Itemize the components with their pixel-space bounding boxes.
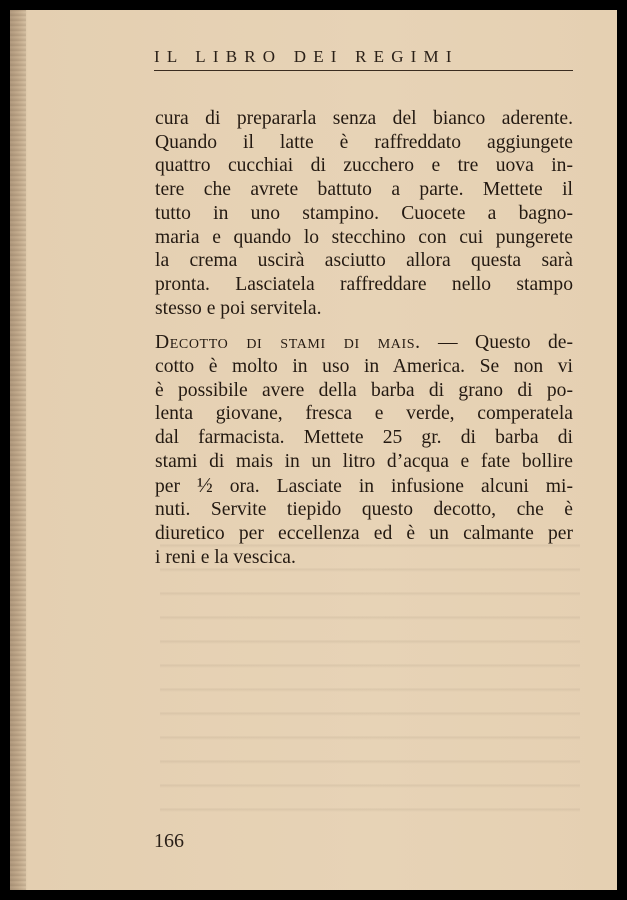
text-line: diuretico per eccellenza ed è un calmante per: [155, 522, 573, 544]
header-rule: [154, 70, 573, 71]
book-page: [10, 10, 617, 890]
text-line: i reni e la vescica.: [155, 546, 296, 568]
text-line: è possibile avere della barba di grano di po-: [155, 379, 573, 401]
text-span: per: [155, 475, 197, 497]
text-line: [155, 474, 573, 499]
text-line: [155, 331, 573, 355]
text-line: quattro cucchiai di zucchero e tre uova in-: [155, 155, 573, 177]
show-through-text: [160, 530, 580, 820]
text-line: stesso e poi servitela.: [155, 297, 322, 319]
running-header: IL LIBRO DEI REGIMI: [154, 47, 459, 66]
text-line: la crema uscirà asciutto allora questa sarà: [155, 250, 573, 272]
body-text: [155, 107, 573, 569]
text-line: lenta giovane, fresca e verde, comperatela: [155, 403, 573, 425]
paragraph-corn-silk: [155, 331, 573, 569]
recipe-heading: Decotto di stami di mais.: [155, 332, 421, 354]
page-number: 166: [154, 830, 184, 852]
text-line: pronta. Lasciatela raffreddare nello stampo: [155, 273, 573, 295]
book-gutter: [10, 10, 26, 890]
fraction: ½: [197, 472, 213, 497]
paragraph-custard: [155, 107, 573, 320]
text-line: tutto in uno stampino. Cuocete a bagno-: [155, 202, 573, 224]
text-span: — Questo de-: [420, 332, 573, 354]
text-line: cotto è molto in uso in America. Se non vi: [155, 356, 573, 378]
text-line: dal farmacista. Mettete 25 gr. di barba di: [155, 427, 573, 449]
text-span: ora. Lasciate in infusione alcuni mi-: [212, 475, 574, 497]
text-line: cura di prepararla senza del bianco aderente.: [155, 108, 573, 129]
text-line: Quando il latte è raffreddato aggiungete: [155, 131, 573, 153]
text-line: nuti. Servite tiepido questo decotto, che è: [155, 499, 573, 521]
text-line: tere che avrete battuto a parte. Mettete il: [155, 179, 573, 201]
text-line: maria e quando lo stecchino con cui pungerete: [155, 226, 573, 248]
text-line: stami di mais in un litro d’acqua e fate bollire: [155, 450, 573, 472]
